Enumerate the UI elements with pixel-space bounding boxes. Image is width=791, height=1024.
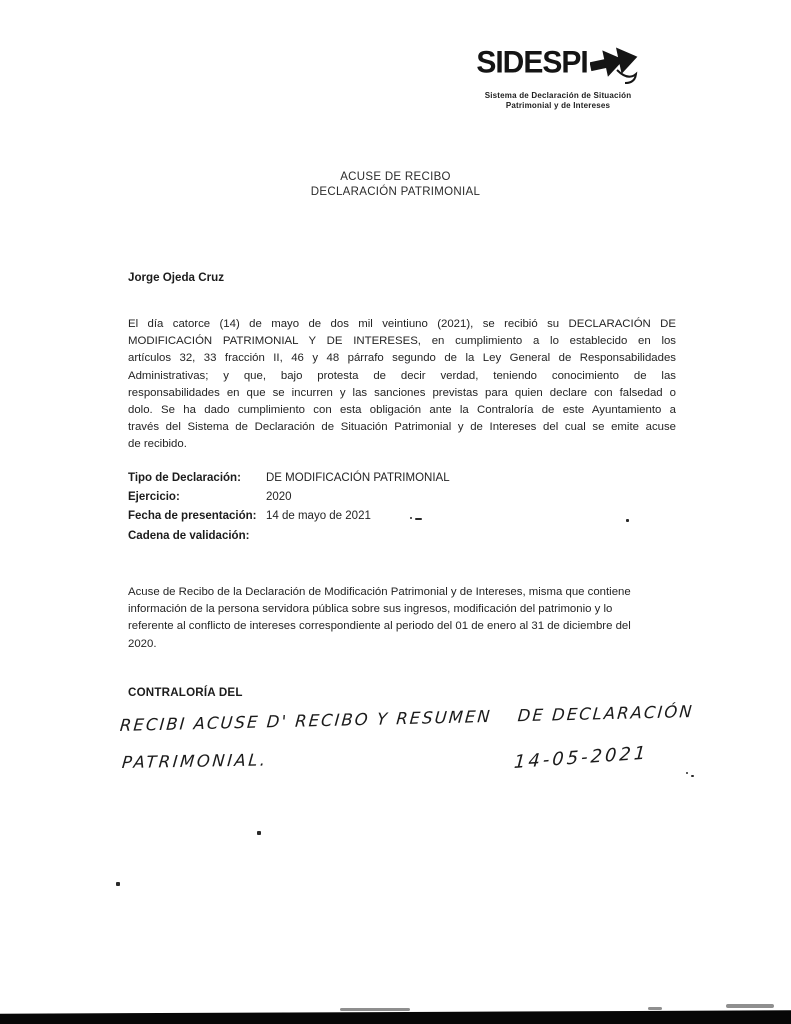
field-value-tipo-declaracion: DE MODIFICACIÓN PATRIMONIAL [266,472,450,484]
field-row-fecha-presentacion [128,507,450,526]
field-row-cadena-validacion [128,527,450,546]
scan-speck [410,517,412,519]
body-line-3: artículos 32, 33 fracción II, 46 y 48 párrafo segundo de la Ley General de Responsabilidades [128,352,676,365]
summary-line-3: referente al conflicto de intereses correspondiente al periodo del 01 de enero al 31 de diciembre del [128,620,631,633]
recipient-name: Jorge Ojeda Cruz [128,271,224,284]
field-value-ejercicio: 2020 [266,491,292,504]
declaration-fields [128,469,450,546]
handwriting-gap [491,721,517,722]
body-line-7: través del Sistema de Declaración de Situación Patrimonial y de Intereses del cual se emite acuse [128,421,676,434]
scan-speck [686,772,688,774]
scan-speck [415,518,422,520]
summary-line-4: 2020. [128,637,157,650]
body-line-2: MODIFICACIÓN PATRIMONIAL Y DE INTERESES, en cumplimiento a lo establecido en los [128,335,676,348]
body-line-1: El día catorce (14) de mayo de dos mil veintiuno (2021), se recibió su DECLARACIÓN DE [128,318,676,330]
body-line-6: dolo. Se ha dado cumplimiento con esta obligación ante la Contraloría de este Ayuntamiento a [128,404,676,417]
handwritten-date: 14-05-2021 [513,742,650,774]
logo-tagline-line2: Patrimonial y de Intereses [505,101,611,110]
office-heading: CONTRALORÍA DEL [128,686,243,699]
scan-smudge [648,1007,662,1010]
scan-speck [257,831,261,835]
document-title [0,170,791,199]
field-value-fecha-presentacion: 14 de mayo de 2021 [266,510,371,523]
summary-line-2: información de la persona servidora pública sobre sus ingresos, modificación del patrimonio y lo [128,603,613,616]
scan-smudge [726,1004,774,1008]
body-paragraph [128,316,676,454]
scan-speck [626,519,629,522]
summary-line-1: Acuse de Recibo de la Declaración de Modificación Patrimonial y de Intereses, misma que contiene [128,586,631,598]
scanner-edge-bar [0,1010,791,1024]
sidespi-brand-text: SIDESPI [476,45,588,80]
scan-smudge [340,1008,410,1011]
handwritten-note-line2: PATRIMONIAL. [121,750,269,773]
document-title-line2: DECLARACIÓN PATRIMONIAL [310,185,481,198]
double-chevron-arrow-right-icon [590,42,640,91]
field-row-tipo-declaracion [128,469,450,488]
handwritten-note-line1 [119,702,694,735]
body-line-8: de recibido. [128,438,187,451]
handwritten-note-line1-part1: RECIBI ACUSE D' RECIBO Y RESUMEN [119,706,493,736]
field-label-ejercicio: Ejercicio: [128,491,180,504]
document-title-line1: ACUSE DE RECIBO [340,171,451,183]
summary-paragraph [128,584,684,653]
field-label-cadena-validacion: Cadena de validación: [128,529,250,542]
field-label-fecha-presentacion: Fecha de presentación: [128,510,257,523]
body-line-4: Administrativas; y que, bajo protesta de decir verdad, teniendo conocimiento de las [128,369,676,382]
handwritten-note-line1-part2: DE DECLARACIÓN [516,701,695,726]
logo-tagline-line1: Sistema de Declaración de Situación [484,91,632,100]
field-label-tipo-declaracion: Tipo de Declaración: [128,472,241,484]
sidespi-logo [468,46,648,111]
body-line-5: responsabilidades en que se incurren y las sanciones previstas para quien declare con falsedad o [128,386,676,399]
scan-speck [116,882,120,886]
field-row-ejercicio [128,488,450,507]
scan-speck [691,775,694,777]
